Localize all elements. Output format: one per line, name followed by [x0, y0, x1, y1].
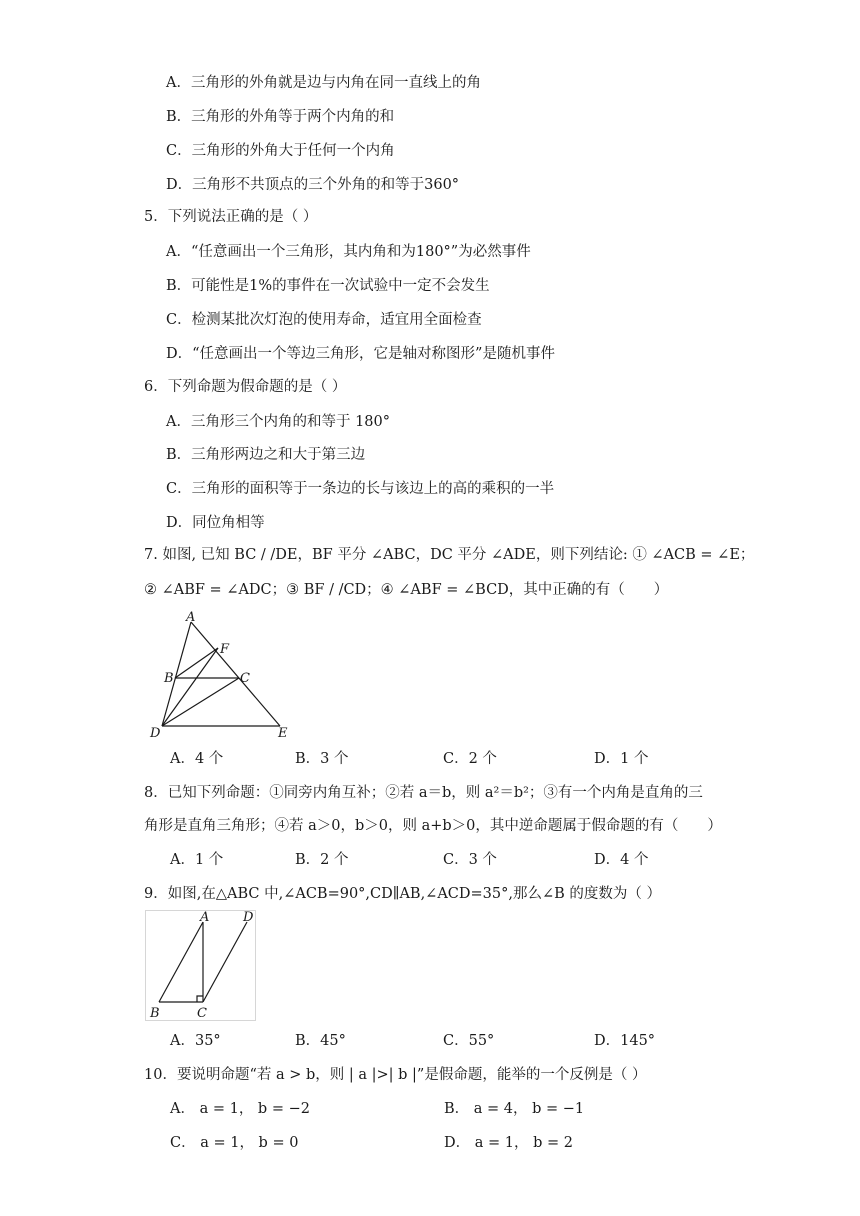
q7-figure: [145, 610, 295, 740]
q7-stem-line2: ② ∠ABF = ∠ADC；③ BF / /CD；④ ∠ABF = ∠BCD，其中正确的有（ ）: [144, 582, 669, 598]
q9-option-c: C．55°: [443, 1033, 495, 1049]
q8-stem-line2: 角形是直角三角形；④若 a＞0，b＞0，则 a+b＞0，其中逆命题属于假命题的有（ ）: [144, 818, 722, 834]
q9-stem: 9．如图,在△ABC 中,∠ACB=90°,CD∥AB,∠ACD=35°,那么∠B 的度数为（ ）: [144, 886, 662, 902]
q8-stem-line1: 8．已知下列命题：①同旁内角互补；②若 a＝b，则 a²＝b²；③有一个内角是直角的三: [144, 785, 703, 801]
q9-label-c: C: [197, 1006, 207, 1021]
q10-option-b: B． a = 4， b = −1: [444, 1101, 585, 1117]
q6-option-b: B．三角形两边之和大于第三边: [166, 447, 366, 463]
q7-edge-df: [162, 648, 218, 726]
q7-edge-ae: [191, 622, 280, 726]
q9-edge-cd: [203, 922, 247, 1002]
q7-label-b: B: [164, 671, 174, 686]
q9-option-d: D．145°: [594, 1033, 656, 1049]
q7-label-e: E: [278, 726, 288, 740]
q5-option-b: B．可能性是1%的事件在一次试验中一定不会发生: [166, 278, 490, 294]
q10-option-c: C． a = 1， b = 0: [170, 1135, 299, 1151]
q7-option-a: A．4 个: [170, 751, 224, 767]
q10-stem: 10．要说明命题“若 a > b，则 | a |>| b |”是假命题，能举的一个反例是（ ）: [144, 1067, 647, 1083]
q6-stem: 6．下列命题为假命题的是（ ）: [144, 379, 347, 395]
q9-edge-ab: [159, 922, 203, 1002]
q7-edge-bf: [175, 648, 218, 678]
q9-label-d: D: [243, 910, 254, 925]
q7-label-f: F: [220, 642, 230, 657]
q5-stem: 5．下列说法正确的是（ ）: [144, 209, 318, 225]
q9-option-a: A．35°: [170, 1033, 221, 1049]
q9-label-b: B: [150, 1006, 160, 1021]
q6-option-c: C．三角形的面积等于一条边的长与该边上的高的乘积的一半: [166, 481, 555, 497]
q7-option-c: C．2 个: [443, 751, 497, 767]
q4-option-a: A．三角形的外角就是边与内角在同一直线上的角: [166, 75, 481, 91]
q8-option-a: A．1 个: [170, 852, 224, 868]
q10-option-d: D． a = 1， b = 2: [444, 1135, 573, 1151]
q7-label-d: D: [150, 726, 161, 740]
q9-label-a: A: [200, 910, 210, 925]
q7-option-b: B．3 个: [295, 751, 349, 767]
q10-option-a: A． a = 1， b = −2: [170, 1101, 310, 1117]
q6-option-d: D．同位角相等: [166, 515, 265, 531]
q7-option-d: D．1 个: [594, 751, 649, 767]
q5-option-a: A．“任意画出一个三角形，其内角和为180°”为必然事件: [166, 244, 531, 260]
q9-right-angle-mark: [197, 996, 203, 1002]
q7-stem-line1: 7. 如图, 已知 BC / /DE，BF 平分 ∠ABC，DC 平分 ∠ADE，则下列结论: ① ∠ACB = ∠E；: [144, 547, 755, 563]
q4-option-d: D．三角形不共顶点的三个外角的和等于360°: [166, 177, 460, 193]
q7-label-c: C: [240, 671, 250, 686]
q6-option-a: A．三角形三个内角的和等于 180°: [166, 414, 391, 430]
q9-option-b: B．45°: [295, 1033, 346, 1049]
q7-label-a: A: [186, 610, 196, 625]
q9-figure: [145, 910, 257, 1022]
q8-option-d: D．4 个: [594, 852, 649, 868]
q8-option-b: B．2 个: [295, 852, 349, 868]
q4-option-b: B．三角形的外角等于两个内角的和: [166, 109, 395, 125]
q4-option-c: C．三角形的外角大于任何一个内角: [166, 143, 395, 159]
q5-option-d: D．“任意画出一个等边三角形，它是轴对称图形”是随机事件: [166, 346, 555, 362]
q8-option-c: C．3 个: [443, 852, 497, 868]
q5-option-c: C．检测某批次灯泡的使用寿命，适宜用全面检查: [166, 312, 482, 328]
